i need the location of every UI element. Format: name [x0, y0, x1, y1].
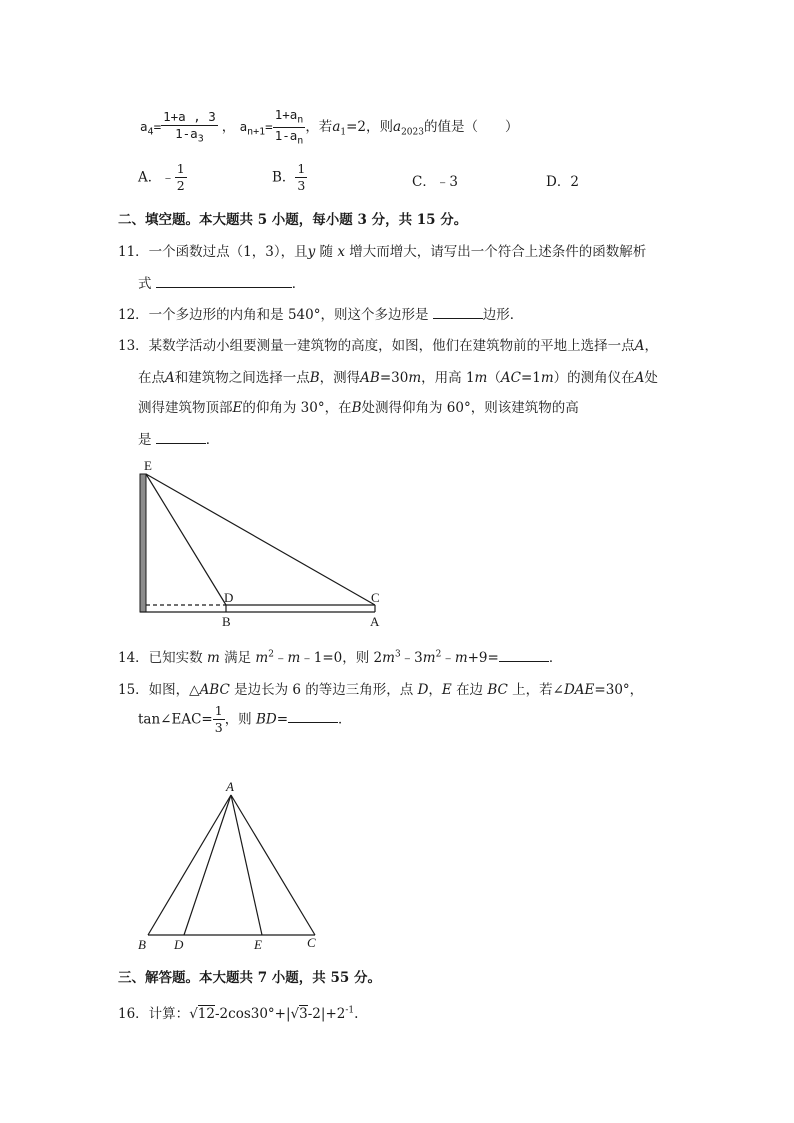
q13-line2: 在点A和建筑物之间选择一点B，测得AB=30m，用高 1m（AC=1m）的测角仪在A处 — [138, 370, 658, 386]
q14: 14．已知实数 m 满足 $m^2﹣m﹣1=0$，则 $2m^3﹣3m^2﹣m+9=$ ． — [118, 649, 563, 666]
line-ac — [231, 795, 315, 935]
option-d: D．2 — [546, 174, 579, 190]
section-3-header: 三、解答题。本大题共 7 小题，共 55 分。 — [118, 970, 381, 986]
seq-a4: $a_4$ — [140, 119, 154, 138]
section-2-header: 二、填空题。本大题共 5 小题，每小题 3 分，共 15 分。 — [118, 212, 468, 228]
label-point-d: D — [174, 937, 184, 952]
label-vertex-b: B — [138, 937, 146, 952]
option-c: C．﹣3 — [412, 174, 458, 190]
line-ec — [146, 474, 375, 605]
fraction-a4: $\frac{1+a , 3}{1-a_3}$ — [163, 108, 216, 145]
q15-line1: 15．如图，△ABC 是边长为 6 的等边三角形，点 D，E 在边 BC 上，若∠DAE=30°， — [118, 682, 644, 698]
q11-line2: 式 ． — [138, 276, 306, 292]
option-b: B． $\frac{1}{3}$ — [272, 161, 306, 194]
label-vertex-c: C — [307, 935, 316, 950]
answer-blank-15[interactable] — [288, 710, 338, 723]
fraction-an1: $\frac{1+a_n}{1-a_n}$ — [274, 107, 304, 147]
line-ab — [148, 795, 231, 935]
label-point-e: E — [254, 937, 262, 952]
answer-blank-14[interactable] — [499, 649, 549, 662]
label-e: E — [144, 458, 152, 473]
line-ad — [184, 795, 231, 935]
q12: 12．一个多边形的内角和是 540°，则这个多边形是 边形． — [118, 307, 524, 323]
label-apex-a: A — [226, 779, 234, 794]
q13-line1: 13．某数学活动小组要测量一建筑物的高度，如图，他们在建筑物前的平地上选择一点A， — [118, 338, 658, 354]
q15-line2: tan∠EAC= $\frac{1}{3}$ ，则 BD= ． — [138, 703, 352, 736]
seq-an1: $a_{n+1}$ — [239, 119, 266, 138]
sqrt-3: √3 — [290, 1006, 308, 1022]
q13-line4: 是 ． — [138, 432, 220, 448]
label-b: B — [222, 614, 231, 629]
q16: 16．计算：$√12-2\cos 30^\circ+|√3-2|+2^{-1}$. — [118, 1005, 359, 1022]
sqrt-12: √12 — [189, 1006, 215, 1022]
option-a: A．﹣ $\frac{1}{2}$ — [138, 161, 185, 194]
label-c: C — [371, 590, 380, 605]
q13-line3: 测得建筑物顶部E的仰角为 30°，在B处测得仰角为 60°，则该建筑物的高 — [138, 400, 579, 416]
line-ae — [231, 795, 262, 935]
label-a: A — [370, 614, 380, 629]
label-d: D — [224, 590, 234, 605]
building-wall — [140, 474, 146, 612]
line-ed — [146, 474, 226, 605]
q11-line1: 11．一个函数过点（1，3），且y 随 x 增大而增大，请写出一个符合上述条件的函数解析 — [118, 244, 647, 260]
q10-formula-line: $a_4=$ $\frac{1+a , 3}{1-a_3}$ ， $a_{n+1}=$ $\frac{1+a_n}{1-a_n}$ ，若$a_1=2$，则$a_{2023}$的值是（ ） — [140, 107, 519, 147]
